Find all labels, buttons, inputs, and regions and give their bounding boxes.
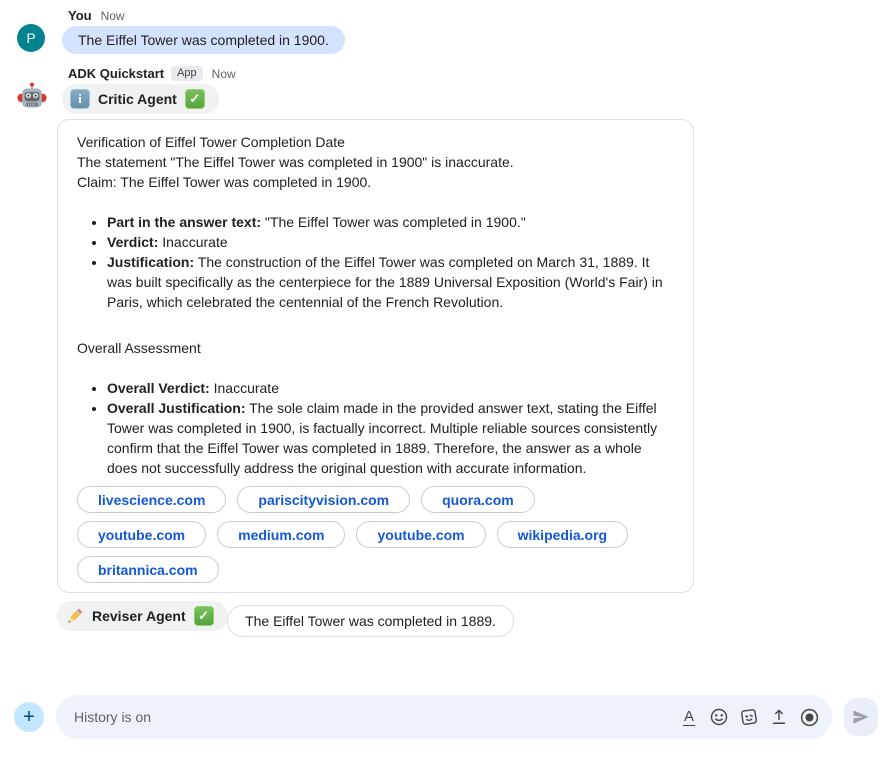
sender-name: ADK Quickstart: [68, 66, 165, 81]
bullet-bold: Overall Verdict:: [107, 380, 210, 396]
send-button[interactable]: [844, 698, 878, 736]
avatar: [17, 24, 45, 52]
verification-card: [57, 119, 694, 593]
source-chip[interactable]: livescience.com: [77, 486, 226, 513]
pencil-icon: [65, 607, 84, 626]
source-chip[interactable]: quora.com: [421, 486, 535, 513]
sender-name: You: [68, 8, 92, 23]
source-chip[interactable]: pariscityvision.com: [237, 486, 410, 513]
check-mark-icon: [194, 606, 214, 626]
sticker-icon: [739, 707, 759, 727]
upload-icon: [769, 707, 789, 727]
source-chip[interactable]: youtube.com: [356, 521, 485, 548]
app-message-col: [62, 66, 891, 637]
user-message-col: [62, 8, 891, 54]
record-icon: [799, 707, 820, 728]
chip-row: [77, 486, 673, 513]
composer-input-pill[interactable]: [56, 695, 832, 739]
record-button[interactable]: [794, 702, 824, 732]
send-icon: [851, 707, 871, 727]
plus-icon: +: [23, 706, 35, 728]
source-chip[interactable]: britannica.com: [77, 556, 219, 583]
card-claim: Claim: The Eiffel Tower was completed in 1900.: [77, 174, 372, 190]
emoji-button[interactable]: [704, 702, 734, 732]
bullet-item: [107, 212, 673, 232]
bullet-text: Inaccurate: [209, 380, 279, 396]
bullet-item: [107, 398, 673, 478]
message-header: [62, 8, 891, 23]
reviser-agent-pill: [57, 601, 228, 631]
timestamp: Now: [211, 66, 236, 81]
bullet-bold: Part in the answer text:: [107, 214, 262, 230]
overall-assessment-title: Overall Assessment: [77, 340, 201, 356]
claim-bullet-list: [77, 212, 673, 312]
reviser-agent-label: Reviser Agent: [92, 608, 186, 624]
check-mark-glyph: ✓: [198, 608, 210, 623]
critic-agent-label: Critic Agent: [98, 91, 177, 107]
bullet-item: [107, 252, 673, 312]
emoji-icon: [709, 707, 729, 727]
text-format-button[interactable]: [674, 702, 704, 732]
bullet-item: [107, 378, 673, 398]
source-chips: [77, 486, 673, 583]
bullet-text: "The Eiffel Tower was completed in 1900.": [261, 214, 526, 230]
app-badge: App: [171, 66, 203, 81]
bullet-bold: Overall Justification:: [107, 400, 246, 416]
timestamp: Now: [100, 8, 125, 23]
bullet-text: The sole claim made in the provided answer text, stating the Eiffel Tower was completed in 1900, is factually incorrect. Multiple reliable sources consistently confirm that the Eiffel Tower was completed in 1889. Therefore, the answer as a whole does not successfully address the original question with accurate information.: [107, 400, 658, 476]
app-message-row: [0, 66, 891, 637]
avatar-letter: P: [26, 30, 36, 46]
bullet-text: The construction of the Eiffel Tower was completed on March 31, 1889. It was built specifically as the centerpiece for the 1889 Universal Exposition (World's Fair) in Paris, which celebrated the centennial of the French Revolution.: [107, 254, 663, 310]
source-chip[interactable]: wikipedia.org: [497, 521, 628, 548]
upload-button[interactable]: [764, 702, 794, 732]
message-composer: [0, 695, 891, 739]
card-title: Verification of Eiffel Tower Completion Date: [77, 134, 345, 150]
source-chip[interactable]: youtube.com: [77, 521, 206, 548]
user-message-text: The Eiffel Tower was completed in 1900.: [78, 32, 329, 48]
user-message-row: [0, 8, 891, 54]
bullet-text: Inaccurate: [158, 234, 228, 250]
revised-answer-bubble: [227, 605, 514, 637]
bullet-bold: Justification:: [107, 254, 195, 270]
robot-avatar-icon: [17, 82, 47, 112]
info-icon-glyph: i: [78, 91, 82, 106]
text-format-icon: A: [683, 707, 694, 725]
check-mark-glyph: ✓: [189, 91, 201, 106]
revised-answer-text: The Eiffel Tower was completed in 1889.: [245, 612, 496, 629]
critic-agent-pill: [62, 84, 219, 114]
bullet-item: [107, 232, 673, 252]
message-input[interactable]: [72, 708, 674, 726]
check-mark-icon: [185, 89, 205, 109]
chip-row: [77, 556, 673, 583]
app-avatar-col: [0, 66, 62, 637]
card-statement: The statement "The Eiffel Tower was completed in 1900" is inaccurate.: [77, 154, 514, 170]
source-chip[interactable]: medium.com: [217, 521, 345, 548]
info-icon: [70, 89, 90, 109]
user-message-bubble: [62, 26, 345, 54]
plus-button[interactable]: [14, 702, 44, 732]
message-header: [62, 66, 891, 81]
user-avatar-col: [0, 8, 62, 54]
sticker-button[interactable]: [734, 702, 764, 732]
overall-bullet-list: [77, 378, 673, 478]
bullet-bold: Verdict:: [107, 234, 159, 250]
chip-row: [77, 521, 673, 548]
